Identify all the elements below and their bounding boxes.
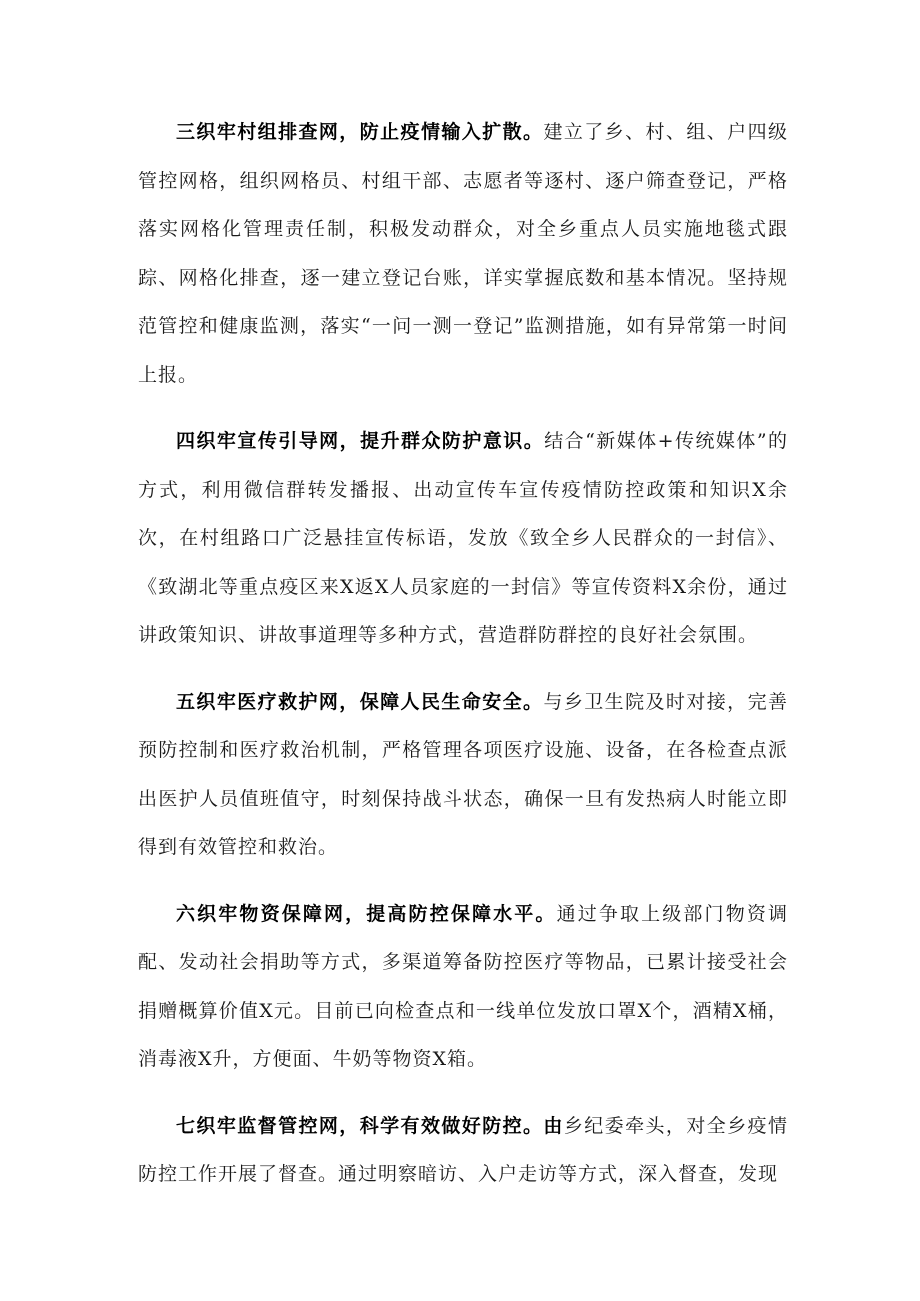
document-body (138, 108, 788, 1199)
paragraph-village-screening (138, 108, 788, 399)
paragraph-publicity-guidance (138, 417, 788, 660)
paragraph-heading: 六织牢物资保障网，提高防控保障水平。 (176, 902, 557, 925)
paragraph-supervision-control (138, 1102, 788, 1199)
paragraph-heading: 七织牢监督管控网，科学有效做好防控。由 (176, 1114, 564, 1137)
paragraph-text: 通过争取上级部门物资调配、发动社会捐助等方式，多渠道筹备防控医疗等物品，已累计接受社会捐赠概算价值X元。目前已向检查点和一线单位发放口罩X个，酒精X桶，消毒液X升，方便面、牛奶等物资X箱。 (138, 902, 788, 1070)
paragraph-text: 与乡卫生院及时对接，完善预防控制和医疗救治机制，严格管理各项医疗设施、设备，在各检查点派出医护人员值班值守，时刻保持战斗状态，确保一旦有发热病人时能立即得到有效管控和救治。 (138, 690, 788, 858)
paragraph-text: 乡纪委牵头，对全乡疫情防控工作开展了督查。通过明察暗访、入户走访等方式，深入督查，发现 (138, 1114, 788, 1185)
paragraph-material-supply (138, 890, 788, 1084)
paragraph-medical-rescue (138, 678, 788, 872)
paragraph-text: 建立了乡、村、组、户四级管控网格，组织网格员、村组干部、志愿者等逐村、逐户筛查登记，严格落实网格化管理责任制，积极发动群众，对全乡重点人员实施地毯式跟踪、网格化排查，逐一建立登记台账，详实掌握底数和基本情况。坚持规范管控和健康监测，落实“一问一测一登记”监测措施，如有异常第一时间上报。 (138, 121, 788, 386)
paragraph-text: 结合“新媒体+传统媒体”的方式，利用微信群转发播报、出动宣传车宣传疫情防控政策和知识X余次，在村组路口广泛悬挂宣传标语，发放《致全乡人民群众的一封信》、《致湖北等重点疫区来X返X人员家庭的一封信》等宣传资料X余份，通过讲政策知识、讲故事道理等多种方式，营造群防群控的良好社会氛围。 (138, 430, 788, 646)
paragraph-heading: 三织牢村组排查网，防止疫情输入扩散。 (176, 121, 544, 143)
paragraph-heading: 四织牢宣传引导网，提升群众防护意识。 (176, 430, 545, 452)
paragraph-heading: 五织牢医疗救护网，保障人民生命安全。 (176, 690, 544, 713)
